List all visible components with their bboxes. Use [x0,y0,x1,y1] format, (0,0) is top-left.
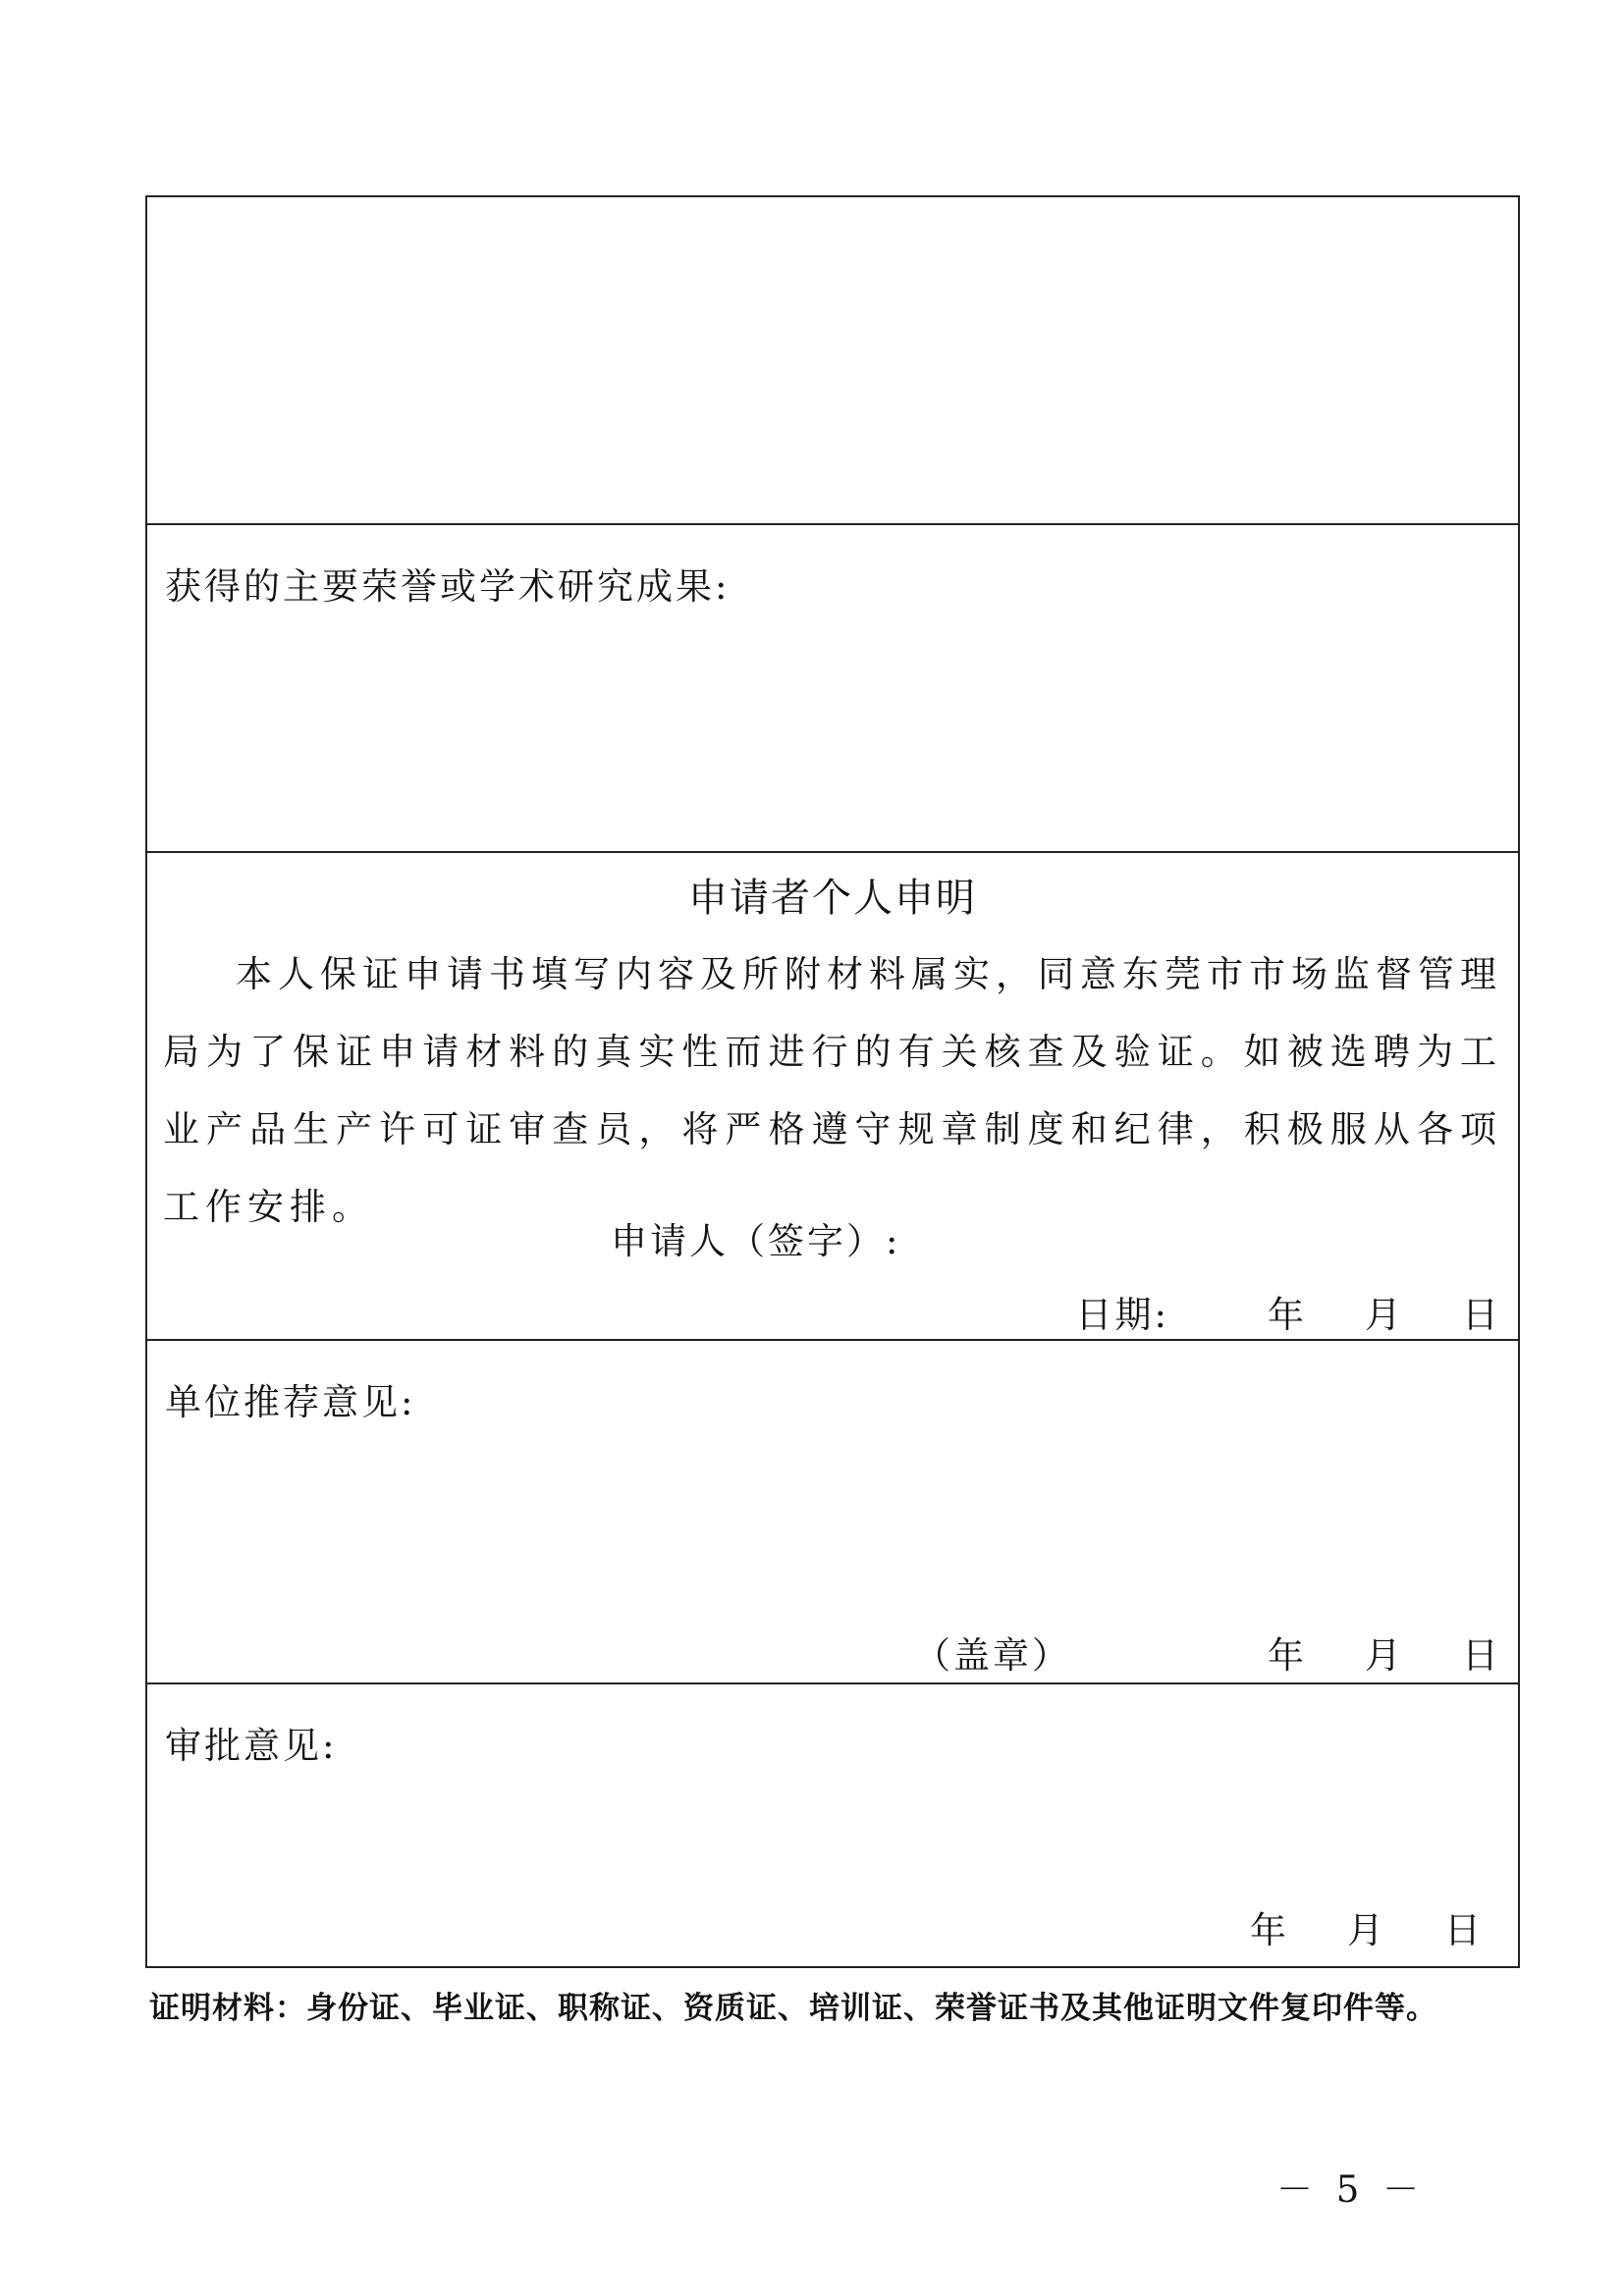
month-label: 月 [1347,1909,1383,1951]
supporting-documents-note: 证明材料：身份证、毕业证、职称证、资质证、培训证、荣誉证书及其他证明文件复印件等。 [149,1991,1437,2026]
blank-continuation-cell [147,197,1518,525]
approval-section [147,1684,1518,1966]
signature-label: 申请人（签字）: [611,1220,901,1262]
declaration-date [1268,1285,1498,1338]
month-label: 月 [1365,1634,1401,1677]
date-label: 日期: [1075,1294,1169,1336]
day-label: 日 [1444,1909,1481,1951]
month-label: 月 [1365,1294,1401,1336]
declaration-body: 本人保证申请书填写内容及所附材料属实，同意东莞市市场监督管理局为了保证申请材料的真实性而进行的有关核查及验证。如被选聘为工业产品生产许可证审查员，将严格遵守规章制度和纪律，积极服从各项工作安排。 [163,953,1502,1228]
approval-label: 审批意见: [165,1725,338,1767]
day-label: 日 [1462,1634,1498,1677]
day-label: 日 [1462,1294,1498,1336]
declaration-title: 申请者个人申明 [688,876,977,921]
honors-section [147,525,1518,853]
unit-seal-date-line [914,1626,1498,1679]
seal-label: （盖章） [914,1634,1071,1677]
unit-recommendation-label: 单位推荐意见: [165,1381,416,1423]
unit-recommendation-section [147,1341,1518,1684]
declaration-date-line [1076,1285,1498,1338]
page-number: － 5 － [1276,2168,1426,2211]
unit-date [1268,1626,1498,1679]
year-label: 年 [1250,1909,1286,1951]
year-label: 年 [1268,1294,1304,1336]
declaration-section [147,853,1518,1341]
application-form-table [145,195,1520,1968]
honors-label: 获得的主要荣誉或学术研究成果: [165,565,731,608]
year-label: 年 [1268,1634,1304,1677]
approval-date [1250,1900,1481,1953]
